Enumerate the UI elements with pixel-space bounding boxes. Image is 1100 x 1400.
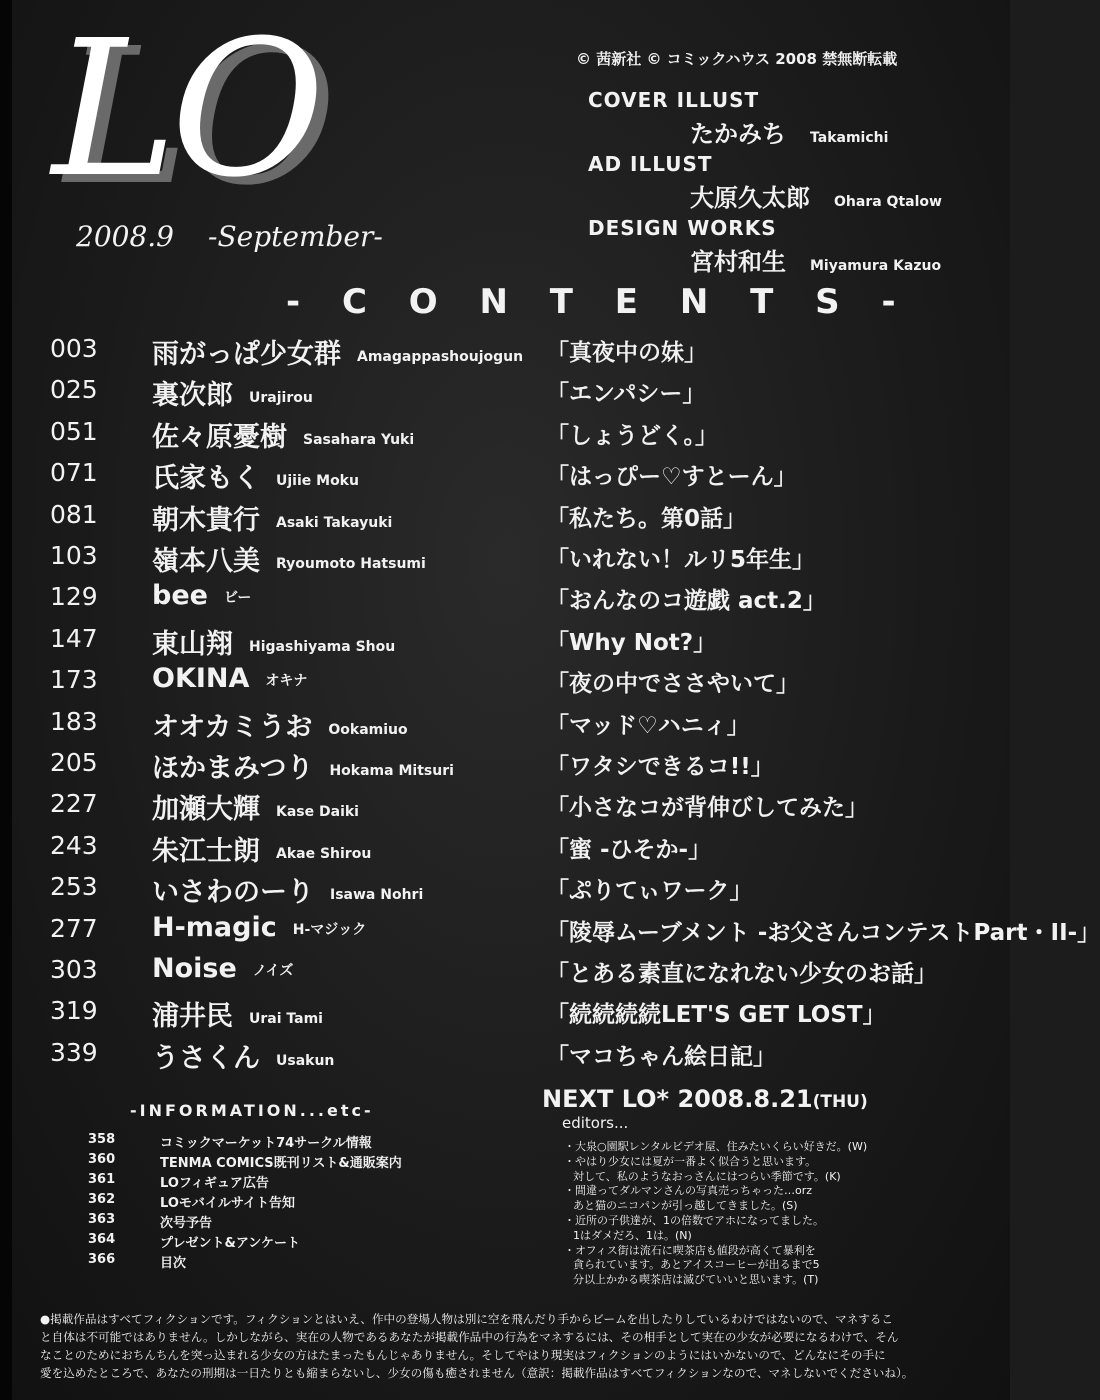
toc-author — [152, 870, 423, 909]
toc-story-title: 「Why Not?」 — [546, 629, 717, 656]
information-page: 362 — [88, 1192, 116, 1207]
information-text: 目次 — [160, 1256, 187, 1271]
toc-story-title: 「ぷりてぃワーク」 — [546, 878, 753, 905]
issue-month-name: -September- — [207, 220, 383, 253]
editor-note-line: 貪られています。あとアイスコーヒーが出るまで5 — [573, 1258, 820, 1272]
toc-author — [152, 332, 523, 371]
credit-name-design — [690, 242, 941, 277]
toc-author — [152, 1036, 334, 1075]
toc-author — [152, 705, 408, 744]
issue-year-month: 2008.9 — [76, 220, 174, 253]
toc-entry — [0, 1036, 1010, 1077]
toc-story-title: 「いれない！ルリ5年生」 — [546, 547, 816, 573]
credit-name-text: たかみち — [690, 120, 786, 148]
editor-note-line: ・間違ってダルマンさんの写真売っちゃった…orz — [564, 1184, 813, 1198]
toc-author — [152, 622, 395, 661]
contents-heading: - C O N T E N T S - — [286, 282, 911, 322]
toc-story-title: 「はっぴー♡すとーん」 — [546, 464, 797, 491]
toc-page-number: 277 — [50, 913, 98, 943]
toc-story-title: 「マッド♡ハニィ」 — [546, 712, 750, 739]
toc-story-title: 「とある素直になれない少女のお話」 — [546, 961, 937, 987]
toc-story-title: 「エンパシー」 — [546, 381, 706, 408]
toc-entry — [0, 539, 1010, 580]
toc-author-name: 東山翔 — [152, 628, 233, 660]
toc-author-romaji: Isawa Nohri — [330, 887, 424, 904]
toc-page-number: 319 — [50, 996, 98, 1026]
toc-page-number: 253 — [50, 872, 98, 902]
editors-label: editors... — [562, 1114, 629, 1132]
information-heading: -INFORMATION...etc- — [130, 1101, 374, 1120]
toc-author-romaji: Ujiie Moku — [276, 473, 359, 490]
toc-page-number: 071 — [50, 458, 98, 488]
toc-author — [152, 415, 414, 454]
toc-author-romaji: Kase Daiki — [276, 804, 359, 821]
toc-author — [152, 373, 313, 412]
toc-page-number: 183 — [50, 706, 98, 736]
toc-author-name: オオカミうお — [152, 711, 313, 743]
toc-entry — [0, 829, 1010, 870]
information-text: コミックマーケット74サークル情報 — [160, 1136, 372, 1151]
toc-entry — [0, 787, 1010, 828]
toc-author-romaji: ビー — [223, 590, 252, 607]
editor-note-line: 1はダメだろ、1は。(N) — [573, 1228, 692, 1242]
toc-story-title: 「陵辱ムーブメント -お父さんコンテストPart・II-」 — [546, 919, 1100, 946]
toc-author-romaji: Amagappashoujogun — [357, 349, 524, 365]
toc-author — [152, 456, 359, 495]
information-page: 364 — [88, 1232, 116, 1247]
toc-entry — [0, 498, 1010, 539]
editor-note-line: あと猫のニコパンが引っ越してきました。(S) — [573, 1199, 798, 1213]
information-page: 358 — [88, 1132, 116, 1147]
information-text: TENMA COMICS既刊リスト&通販案内 — [160, 1156, 402, 1171]
toc-author-romaji: Urai Tami — [249, 1011, 323, 1028]
editor-note-line: 対して、私のようなおっさんにはつらい季節です。(K) — [573, 1169, 841, 1183]
toc-page-number: 243 — [50, 830, 98, 860]
toc-entry — [0, 415, 1010, 456]
credit-romaji: Ohara Qtalow — [834, 194, 942, 210]
toc-author-name: bee — [152, 580, 208, 612]
toc-story-title: 「小さなコが背伸びしてみた」 — [546, 795, 868, 822]
toc-author-romaji: Sasahara Yuki — [303, 431, 415, 448]
toc-entry — [0, 622, 1010, 663]
toc-author — [152, 663, 307, 694]
disclaimer-line: ●掲載作品はすべてフィクションです。フィクションとはいえ、作中の登場人物は別に空を飛んだり手からビームを出したりしているわけではないので、マネするこ — [40, 1312, 893, 1326]
toc-author — [152, 539, 426, 578]
toc-entry — [0, 373, 1010, 414]
toc-author-romaji: Akae Shirou — [276, 845, 372, 862]
editor-note-line: ・オフィス街は流石に喫茶店も値段が高くて暴利を — [564, 1243, 816, 1257]
credit-name-ad — [690, 178, 942, 213]
toc-entry — [0, 332, 1010, 373]
toc-author-name: いさわのーり — [152, 877, 314, 909]
toc-author-name: 浦井民 — [152, 1001, 233, 1033]
toc-author-name: OKINA — [152, 663, 250, 695]
toc-author-romaji: H-マジック — [292, 921, 367, 938]
toc-author-romaji: Ookamiuo — [328, 721, 408, 738]
disclaimer-line: なことのためにおちんちんを突っ込まれる少女の方はたまったもんじゃありません。そしてやはり現実はフィクションのようにはいかないので、どんなにその手に — [40, 1348, 886, 1362]
toc-author-name: ほかまみつり — [152, 753, 314, 784]
disclaimer-line: と自体は不可能ではありません。しかしながら、実在の人物であるあなたが掲載作品中の行為をマネするには、その相手として実在の少女が必要になるわけで、そん — [40, 1330, 899, 1344]
toc-author-romaji: Ryoumoto Hatsumi — [276, 556, 426, 572]
toc-page-number: 205 — [50, 748, 98, 777]
toc-author-name: 朝木貴行 — [152, 504, 260, 536]
credit-romaji: Takamichi — [810, 130, 889, 146]
toc-author-name: 朱江士朗 — [152, 835, 260, 867]
toc-author-name: うさくん — [152, 1042, 260, 1074]
toc-author-romaji: Usakun — [276, 1052, 335, 1069]
credit-name-cover — [690, 114, 888, 149]
toc-author — [152, 498, 392, 537]
toc-author-name: 雨がっぱ少女群 — [152, 339, 341, 370]
toc-author — [152, 580, 251, 611]
toc-entry — [0, 953, 1010, 994]
issue-date — [76, 220, 383, 253]
toc-story-title: 「私たち。第0話」 — [546, 505, 747, 532]
toc-author-name: 加瀬大輝 — [152, 794, 260, 826]
toc-author-name: 氏家もく — [152, 463, 260, 495]
information-text: プレゼント&アンケート — [160, 1236, 301, 1251]
toc-page-number: 003 — [50, 334, 98, 363]
disclaimer — [40, 1310, 970, 1382]
toc-story-title: 「蜜 -ひそか-」 — [546, 836, 712, 863]
editor-note-line: ・大泉○園駅レンタルビデオ屋、住みたいくらい好きだ。(W) — [564, 1140, 868, 1153]
information-page: 363 — [88, 1212, 116, 1227]
next-issue-label: NEXT LO* 2008.8.21 — [542, 1085, 813, 1113]
information-page: 360 — [88, 1152, 116, 1167]
credit-romaji: Miyamura Kazuo — [810, 258, 942, 274]
toc-author — [152, 994, 323, 1033]
toc-author-romaji: Urajirou — [249, 390, 313, 407]
credit-role-cover: COVER ILLUST — [588, 88, 760, 112]
information-text: 次号予告 — [160, 1216, 213, 1231]
credit-name-text: 宮村和生 — [690, 248, 786, 276]
toc-author-name: 佐々原憂樹 — [152, 421, 287, 453]
disclaimer-line: 愛を込めたところで、あなたの刑期は一日たりとも縮まらないし、少女の傷も癒されません（意訳：掲載作品はすべてフィクションなので、マネしないでくださいね）。 — [40, 1366, 914, 1380]
toc-author-romaji: Hokama Mitsuri — [329, 763, 454, 779]
toc-author-name: 嶺本八美 — [152, 546, 260, 577]
toc-page-number: 103 — [50, 541, 98, 570]
toc-entry — [0, 705, 1010, 746]
toc-author — [152, 787, 359, 826]
information-page: 361 — [88, 1172, 116, 1187]
toc-story-title: 「夜の中でささやいて」 — [546, 671, 799, 698]
toc-story-title: 「ワタシできるコ!!」 — [546, 754, 774, 780]
toc-author-romaji: ノイズ — [252, 963, 294, 979]
editor-note-line: ・近所の子供達が、1の倍数でアホになってました。 — [564, 1214, 824, 1227]
magazine-logo: LO — [52, 0, 319, 219]
toc-entry — [0, 911, 1100, 953]
next-issue-day: (THU) — [812, 1092, 868, 1112]
toc-author-name: 裏次郎 — [152, 380, 233, 412]
information-text: LOモバイルサイト告知 — [160, 1196, 295, 1211]
credit-role-ad: AD ILLUST — [588, 152, 713, 176]
toc-page-number: 025 — [50, 375, 98, 405]
copyright-notice: © 茜新社 © コミックハウス 2008 禁無断転載 — [576, 50, 898, 68]
toc-author-romaji: Asaki Takayuki — [276, 514, 393, 531]
toc-author-name: H-magic — [152, 911, 277, 943]
toc-author — [152, 829, 371, 868]
toc-page-number: 339 — [50, 1037, 98, 1067]
toc-page-number: 227 — [50, 789, 98, 819]
information-page: 366 — [88, 1252, 116, 1267]
toc-page-number: 173 — [50, 665, 98, 695]
toc-story-title: 「マコちゃん絵日記」 — [546, 1043, 776, 1070]
toc-author — [152, 746, 454, 785]
toc-author-romaji: オキナ — [265, 673, 308, 690]
toc-entry — [0, 746, 1010, 787]
toc-entry — [0, 456, 1010, 497]
toc-author-romaji: Higashiyama Shou — [249, 638, 396, 655]
toc-author — [152, 953, 293, 984]
toc-story-title: 「真夜中の妹」 — [546, 340, 707, 366]
toc-page-number: 303 — [50, 955, 98, 984]
toc-page-number: 051 — [50, 416, 98, 446]
toc-story-title: 「続続続続LET'S GET LOST」 — [546, 1002, 886, 1029]
next-issue-date — [542, 1085, 868, 1113]
editor-note-line: ・やはり少女には夏が一番よく似合うと思います。 — [564, 1154, 817, 1168]
toc-page-number: 147 — [50, 623, 98, 653]
credit-role-design: DESIGN WORKS — [588, 216, 777, 240]
credit-name-text: 大原久太郎 — [690, 184, 810, 212]
toc-entry — [0, 663, 1010, 704]
toc-story-title: 「おんなのコ遊戯 act.2」 — [546, 588, 826, 615]
toc-story-title: 「しょうどく。」 — [546, 422, 719, 449]
toc-page-number: 081 — [50, 499, 98, 529]
toc-entry — [0, 870, 1010, 911]
toc-author — [152, 912, 366, 943]
information-text: LOフィギュア広告 — [160, 1176, 269, 1191]
toc-entry — [0, 994, 1010, 1035]
toc-entry — [0, 580, 1010, 621]
toc-page-number: 129 — [50, 582, 98, 612]
editor-note-line: 分以上かかる喫茶店は滅びていいと思います。(T) — [573, 1273, 819, 1287]
toc-author-name: Noise — [152, 953, 237, 984]
